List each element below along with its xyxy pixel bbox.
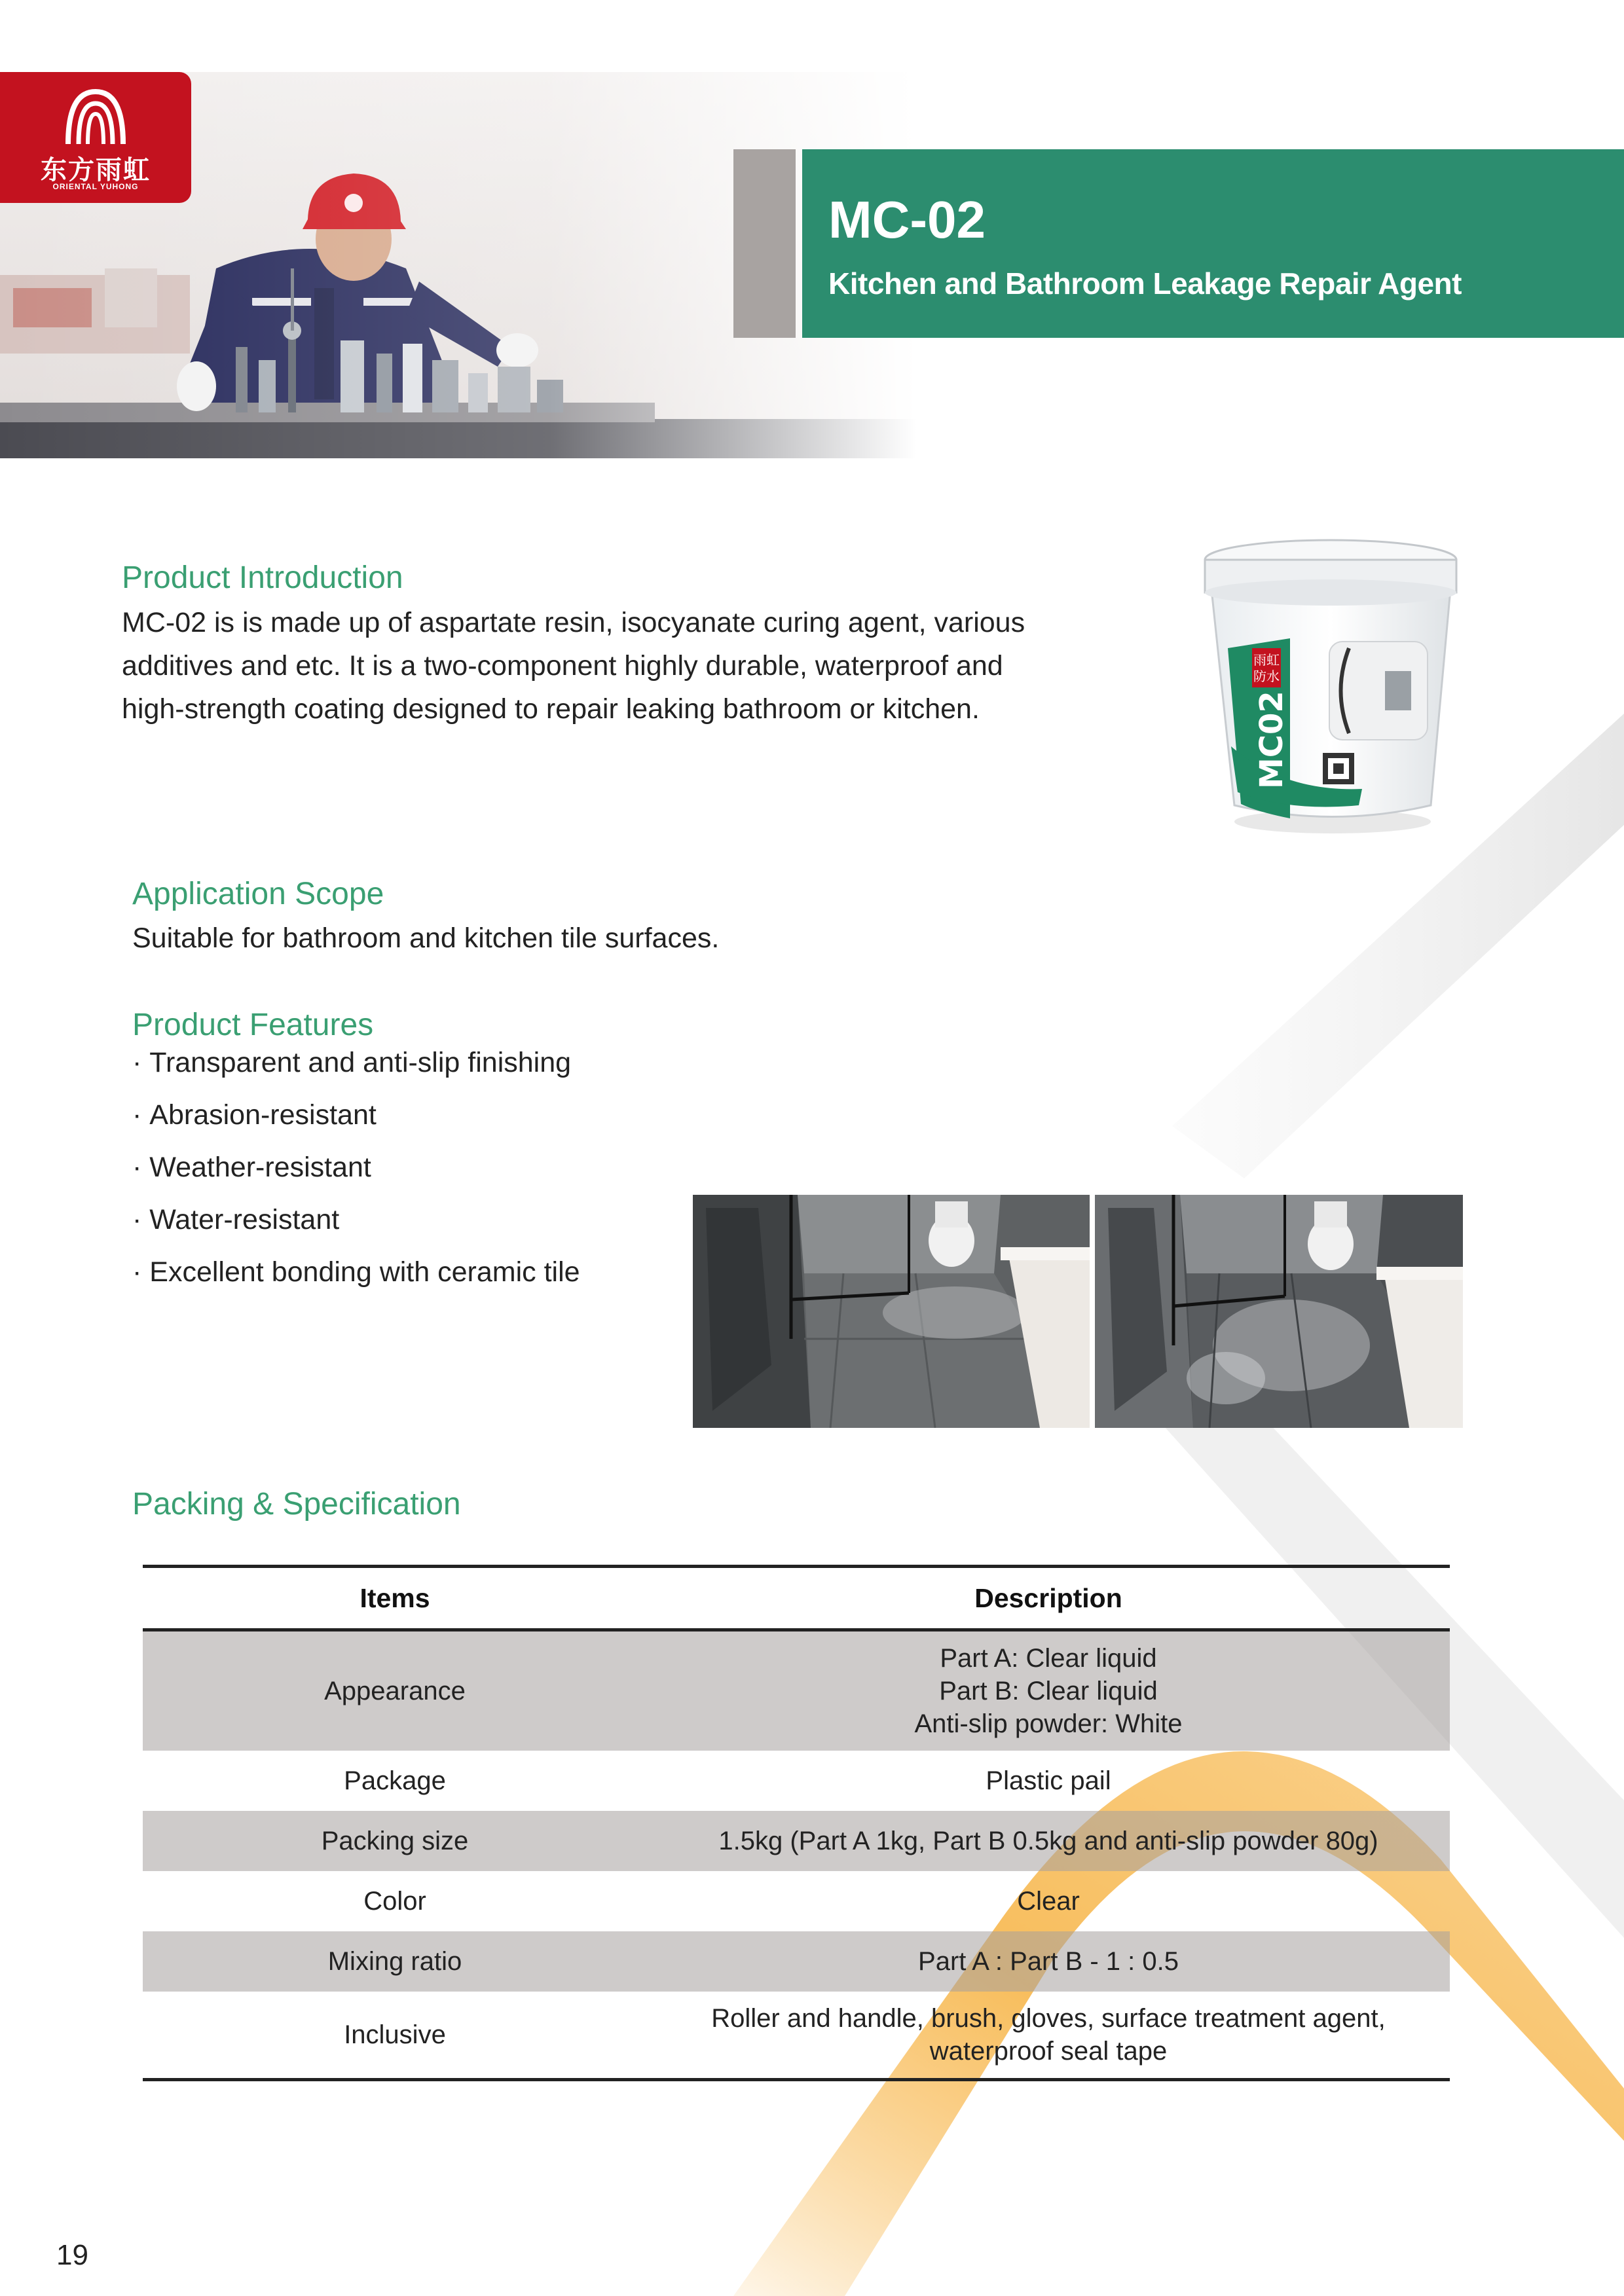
feature-text: Excellent bonding with ceramic tile <box>149 1256 580 1288</box>
title-accent-bar <box>733 149 796 338</box>
brand-logo <box>0 72 191 203</box>
pail-label-sub: 防水 <box>1253 668 1280 684</box>
title-band <box>802 149 1624 338</box>
description-line: Part B: Clear liquid <box>939 1677 1158 1705</box>
feature-text: Weather-resistant <box>149 1152 371 1183</box>
product-introduction-text <box>122 601 1137 731</box>
pail-label-brand: 雨虹 <box>1253 652 1280 668</box>
feature-text: Water-resistant <box>149 1204 340 1235</box>
bathroom-photo-2 <box>1095 1195 1463 1428</box>
feature-text: Transparent and anti-slip finishing <box>149 1047 572 1078</box>
brand-name-en: ORIENTAL YUHONG <box>52 182 139 191</box>
table-cell-description <box>647 1992 1450 2080</box>
application-scope-heading: Application Scope <box>132 877 384 911</box>
table-cell-description <box>647 1630 1450 1751</box>
intro-line: MC-02 is is made up of aspartate resin, isocyanate curing agent, various <box>122 607 1025 638</box>
table-cell-description: Part A : Part B - 1 : 0.5 <box>647 1931 1450 1992</box>
brand-name-cn: 东方雨虹 <box>41 156 151 185</box>
product-subtitle: Kitchen and Bathroom Leakage Repair Agent <box>828 266 1462 301</box>
packing-specification-heading: Packing & Specification <box>132 1487 461 1522</box>
table-row <box>143 1630 1450 1751</box>
page-number: 19 <box>56 2239 88 2271</box>
product-introduction-heading: Product Introduction <box>122 560 403 595</box>
column-header-items: Items <box>143 1567 647 1630</box>
intro-line: additives and etc. It is a two-component highly durable, waterproof and <box>122 650 1003 682</box>
table-cell-description: 1.5kg (Part A 1kg, Part B 0.5kg and anti-slip powder 80g) <box>647 1811 1450 1871</box>
table-cell-item: Packing size <box>143 1811 647 1871</box>
product-model: MC-02 <box>828 191 986 249</box>
list-item: · Abrasion-resistant <box>132 1099 377 1131</box>
table-cell-item: Package <box>344 1766 446 1795</box>
product-pail-image <box>1192 530 1467 838</box>
table-cell-item: Mixing ratio <box>143 1931 647 1992</box>
table-cell-description: Clear <box>1017 1887 1080 1916</box>
table-header-row <box>143 1567 1450 1630</box>
product-features-heading: Product Features <box>132 1008 374 1042</box>
table-cell-item: Color <box>363 1887 426 1916</box>
intro-line: high-strength coating designed to repair leaking bathroom or kitchen. <box>122 693 980 725</box>
table-row <box>143 1751 1450 1811</box>
bathroom-photo-1 <box>693 1195 1090 1428</box>
specification-table <box>143 1565 1450 2081</box>
list-item: · Weather-resistant <box>132 1152 371 1183</box>
table-row <box>143 1992 1450 2080</box>
description-line: Roller and handle, brush, gloves, surface treatment agent, <box>711 2004 1386 2033</box>
description-line: waterproof seal tape <box>929 2037 1168 2066</box>
features-list <box>132 1046 722 1308</box>
table-cell-description: Plastic pail <box>986 1766 1111 1795</box>
description-line: Anti-slip powder: White <box>914 1709 1183 1738</box>
application-scope-text: Suitable for bathroom and kitchen tile surfaces. <box>132 922 720 954</box>
column-header-description: Description <box>647 1567 1450 1630</box>
table-row <box>143 1871 1450 1931</box>
feature-text: Abrasion-resistant <box>149 1099 377 1131</box>
list-item: · Excellent bonding with ceramic tile <box>132 1256 580 1288</box>
pail-label-model: MC02 <box>1253 691 1290 789</box>
table-row <box>143 1811 1450 1871</box>
description-line: Part A: Clear liquid <box>940 1644 1157 1673</box>
list-item: · Transparent and anti-slip finishing <box>132 1047 572 1078</box>
list-item: · Water-resistant <box>132 1204 340 1235</box>
table-row <box>143 1931 1450 1992</box>
table-cell-item: Appearance <box>143 1630 647 1751</box>
rainbow-logo-icon <box>63 86 128 145</box>
table-cell-item: Inclusive <box>143 1992 647 2080</box>
